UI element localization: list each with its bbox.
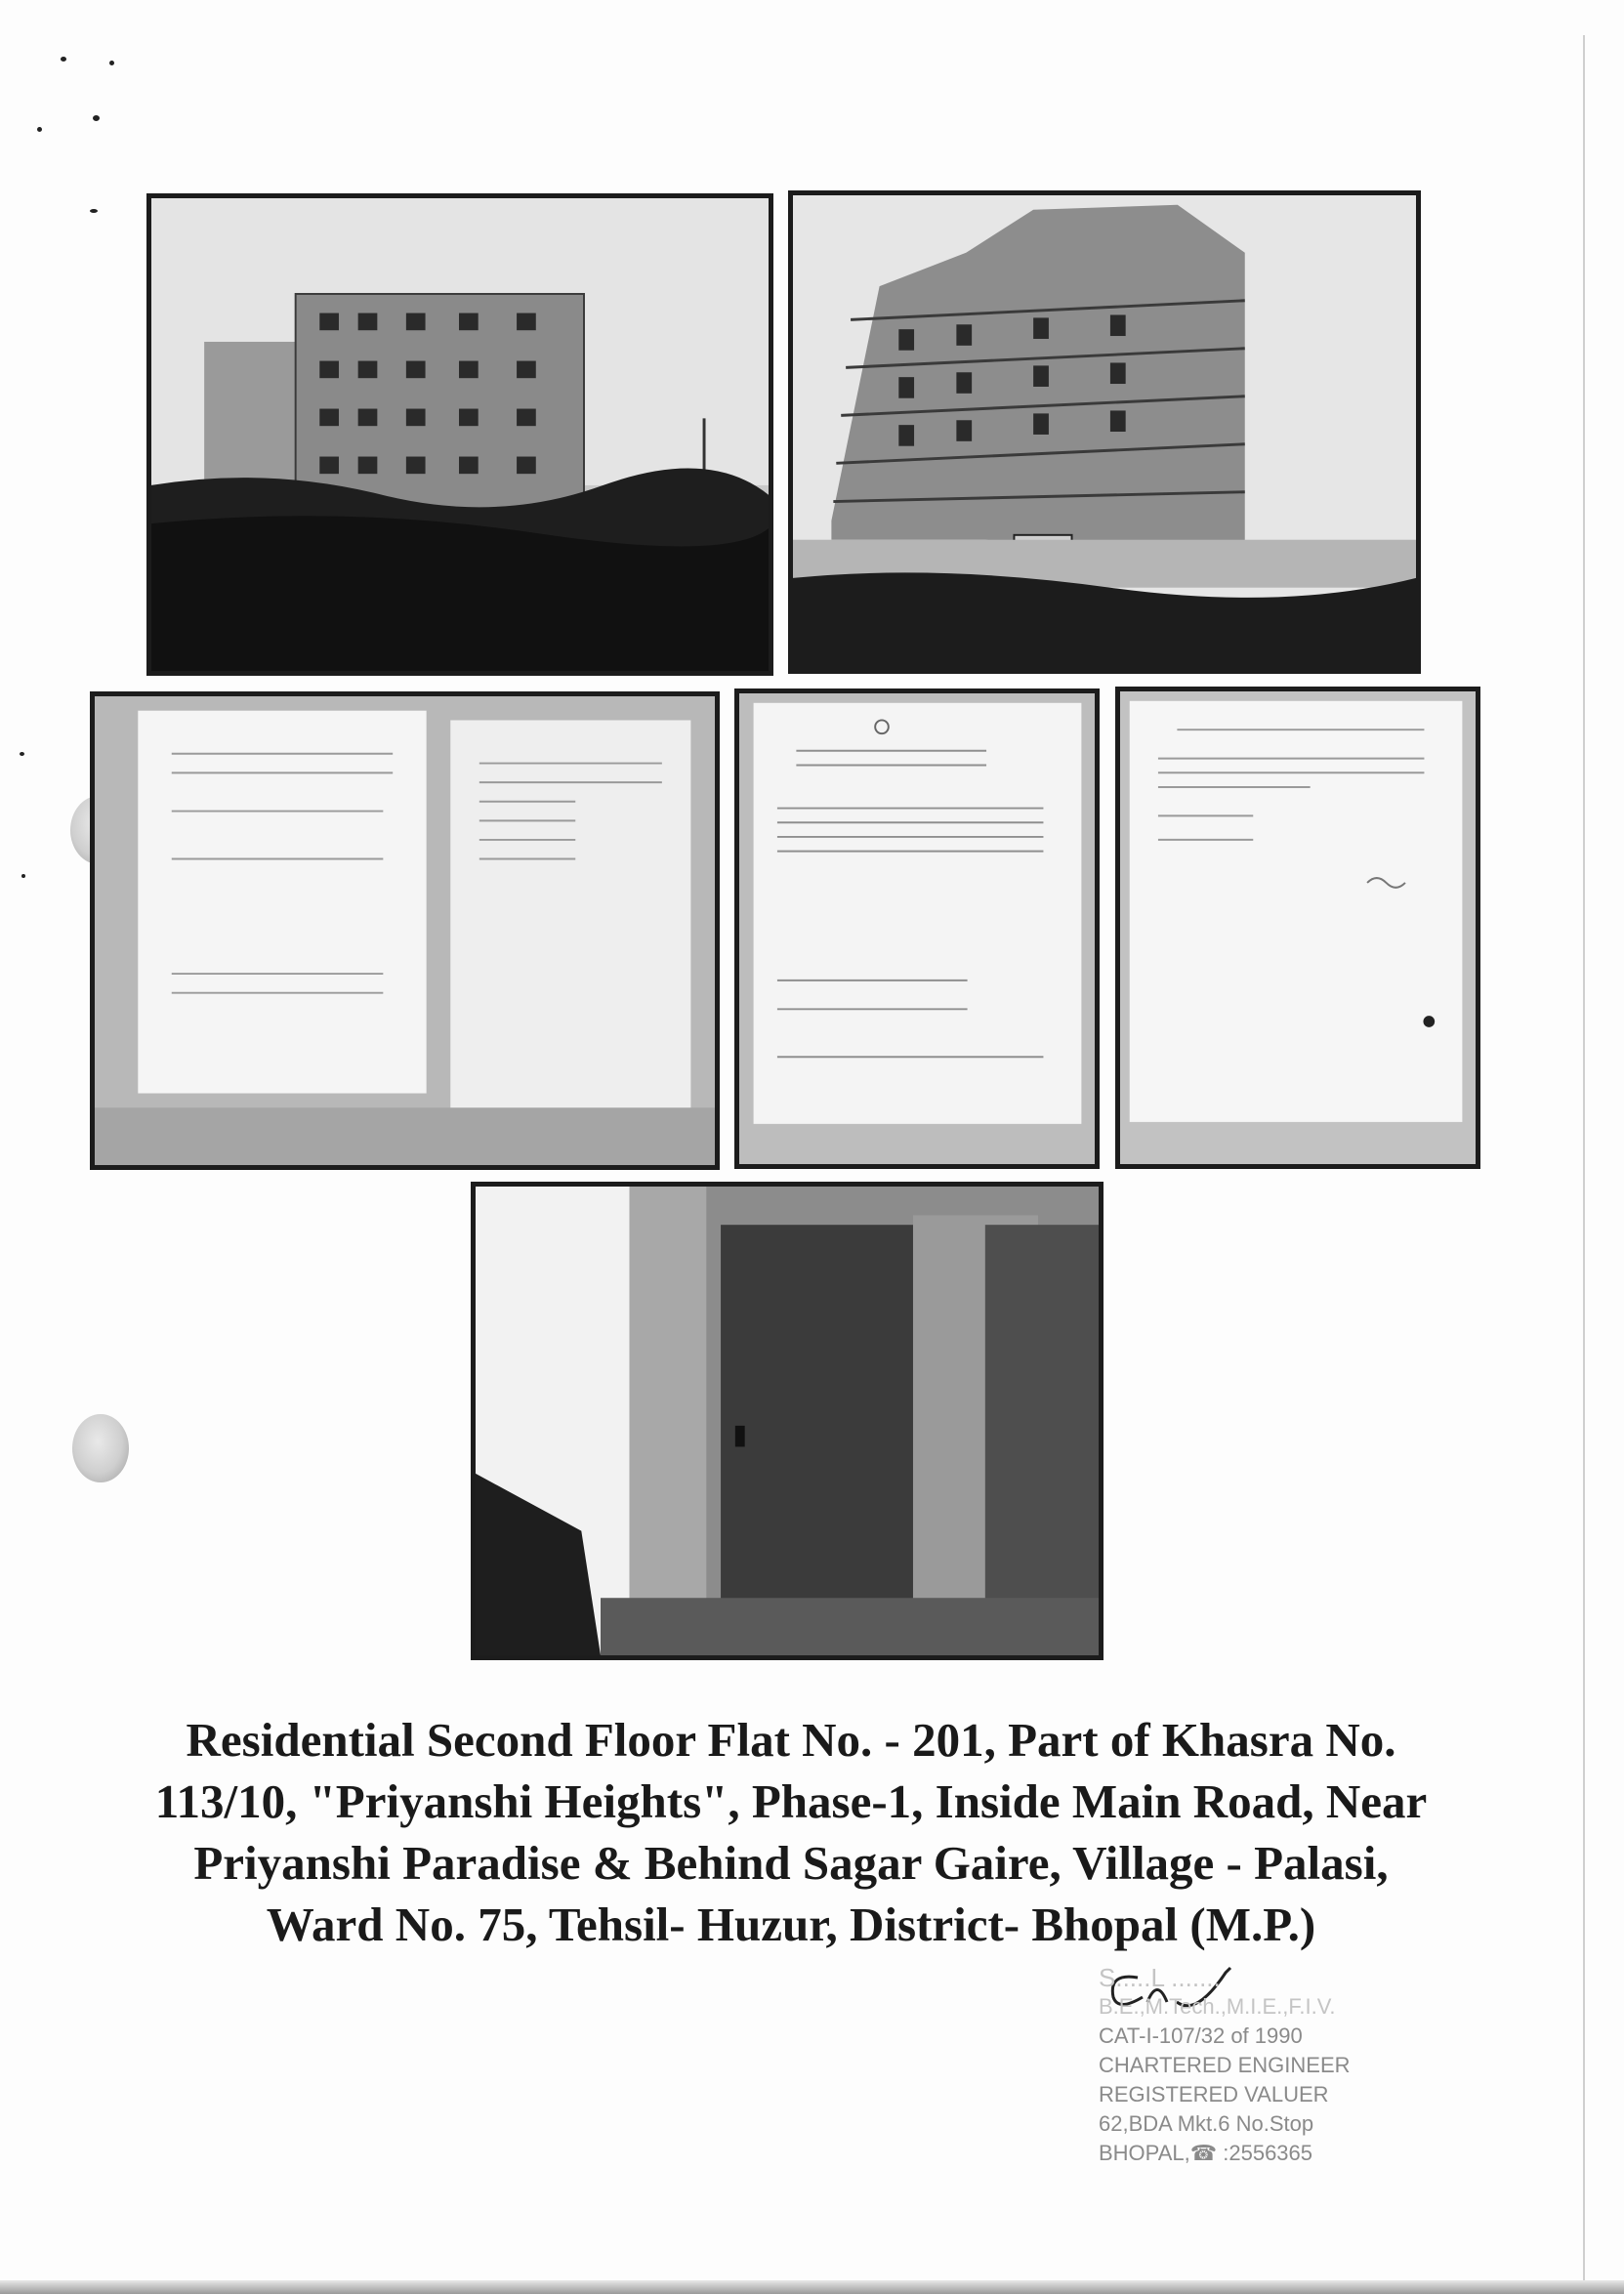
punch-hole	[72, 1414, 129, 1482]
scan-speck	[37, 127, 42, 132]
photo-document-allotment	[90, 691, 720, 1170]
stamp-title: CHARTERED ENGINEER	[1099, 2053, 1351, 2077]
scan-speck	[20, 752, 24, 756]
photo-building-side	[788, 190, 1421, 674]
caption-line: Residential Second Floor Flat No. - 201, Part of Khasra No.	[186, 1713, 1396, 1767]
stamp-category: CAT-I-107/32 of 1990	[1099, 2023, 1303, 2048]
stamp-title: REGISTERED VALUER	[1099, 2082, 1329, 2106]
scan-speck	[93, 115, 100, 121]
photo-building-front	[146, 193, 773, 676]
stamp-qualification: B.E.,M.Tech.,M.I.E.,F.I.V.	[1099, 1994, 1336, 2019]
scan-speck	[109, 61, 114, 65]
caption-line: 113/10, "Priyanshi Heights", Phase-1, Inside Main Road, Near	[154, 1774, 1428, 1828]
scan-bottom-edge	[0, 2280, 1624, 2294]
valuer-stamp	[1099, 1963, 1351, 2168]
scan-speck	[61, 57, 66, 62]
scan-speck	[90, 209, 98, 213]
caption-line: Priyanshi Paradise & Behind Sagar Gaire, Village - Palasi,	[193, 1836, 1389, 1890]
photo-document-possession-notice	[734, 688, 1100, 1169]
stamp-city-phone: BHOPAL,☎ :2556365	[1099, 2141, 1313, 2165]
stamp-address: 62,BDA Mkt.6 No.Stop	[1099, 2111, 1314, 2136]
property-caption	[39, 1709, 1543, 1955]
scan-speck	[21, 874, 25, 878]
photo-flat-entrance-door	[471, 1182, 1103, 1660]
stamp-name: S.....L .......	[1099, 1963, 1221, 1992]
photo-document-letter	[1115, 687, 1480, 1169]
page-edge-line	[1583, 35, 1585, 2281]
caption-line: Ward No. 75, Tehsil- Huzur, District- Bhopal (M.P.)	[266, 1898, 1316, 1951]
